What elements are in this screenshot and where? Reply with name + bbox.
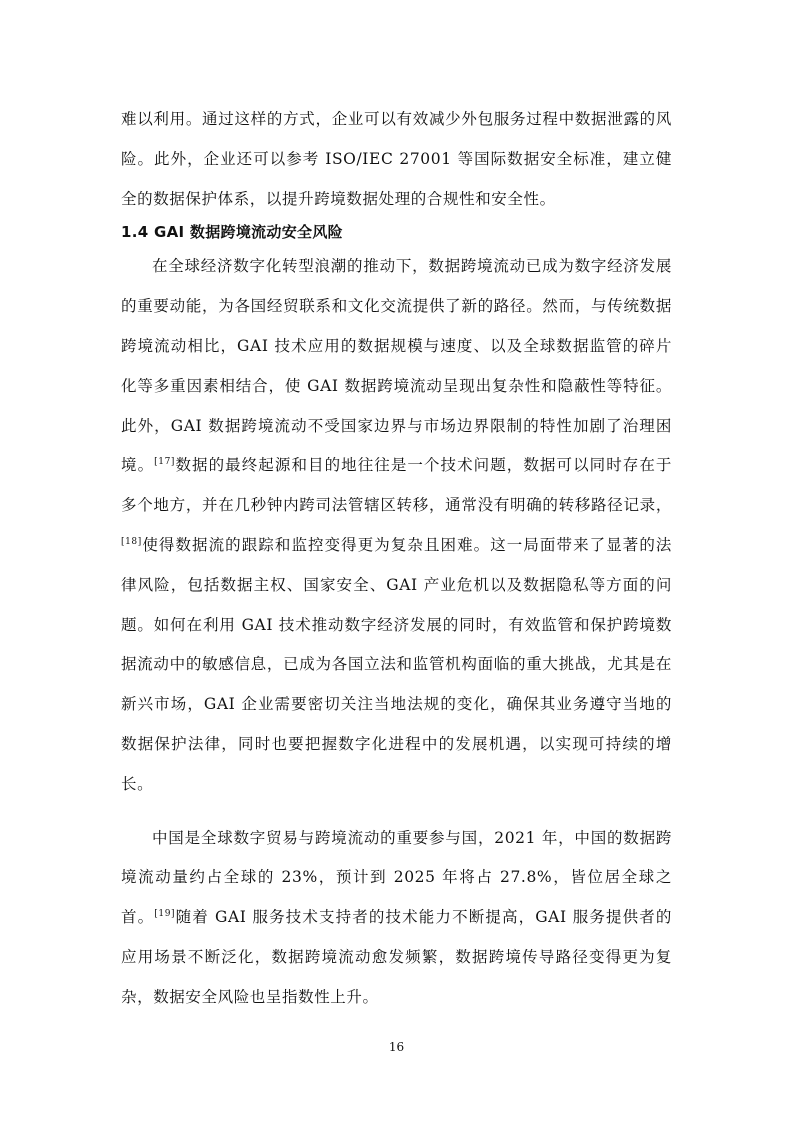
body-paragraph-2 xyxy=(121,819,672,1018)
section-heading: 1.4 GAI 数据跨境流动安全风险 xyxy=(121,223,343,242)
paragraph-1-text-b: 数据的最终起源和目的地往往是一个技术问题，数据可以同时存在于多个地方，并在几秒钟内跨司法管辖区转移，通常没有明确的转移路径记录， xyxy=(121,456,672,515)
page-content xyxy=(121,100,672,1018)
paragraph-2-text-b: 随着 GAI 服务技术支持者的技术能力不断提高，GAI 服务提供者的应用场景不断泛化，数据跨境流动愈发频繁，数据跨境传导路径变得更为复杂，数据安全风险也呈指数性上升。 xyxy=(121,908,672,1006)
continuation-paragraph: 难以利用。通过这样的方式，企业可以有效减少外包服务过程中数据泄露的风险。此外，企业还可以参考 ISO/IEC 27001 等国际数据安全标准，建立健全的数据保护体系，以提升跨境数据处理的合规性和安全性。 xyxy=(121,110,672,208)
paragraph-gap xyxy=(121,805,672,819)
page-number: 16 xyxy=(388,1040,405,1054)
paragraph-2-text-a: 中国是全球数字贸易与跨境流动的重要参与国，2021 年，中国的数据跨境流动量约占全球的 23%，预计到 2025 年将占 27.8%，皆位居全球之首。 xyxy=(121,828,672,927)
citation-17[interactable]: [17] xyxy=(154,457,176,468)
body-paragraph-1 xyxy=(121,247,672,804)
paragraph-1-text-c: 使得数据流的跟踪和监控变得更为复杂且困难。这一局面带来了显著的法律风险，包括数据主权、国家安全、GAI 产业危机以及数据隐私等方面的问题。如何在利用 GAI 技术推动数字经济发展的同时，有效监管和保护跨境数据流动中的敏感信息，已成为各国立法和监管机构面临的重大挑战，尤其是在新兴市场，GAI 企业需要密切关注当地法规的变化，确保其业务遵守当地的数据保护法律，同时也要把握数字化进程中的发展机遇，以实现可持续的增长。 xyxy=(121,535,672,793)
paragraph-1-text-a: 在全球经济数字化转型浪潮的推动下，数据跨境流动已成为数字经济发展的重要动能，为各国经贸联系和文化交流提供了新的路径。然而，与传统数据跨境流动相比，GAI 技术应用的数据规模与速度、以及全球数据监管的碎片化等多重因素相结合，使 GAI 数据跨境流动呈现出复杂性和隐蔽性等特征。此外，GAI 数据跨境流动不受国家边界与市场边界限制的特性加剧了治理困境。 xyxy=(121,257,672,475)
citation-18[interactable]: [18] xyxy=(121,536,142,547)
citation-19[interactable]: [19] xyxy=(154,908,176,919)
